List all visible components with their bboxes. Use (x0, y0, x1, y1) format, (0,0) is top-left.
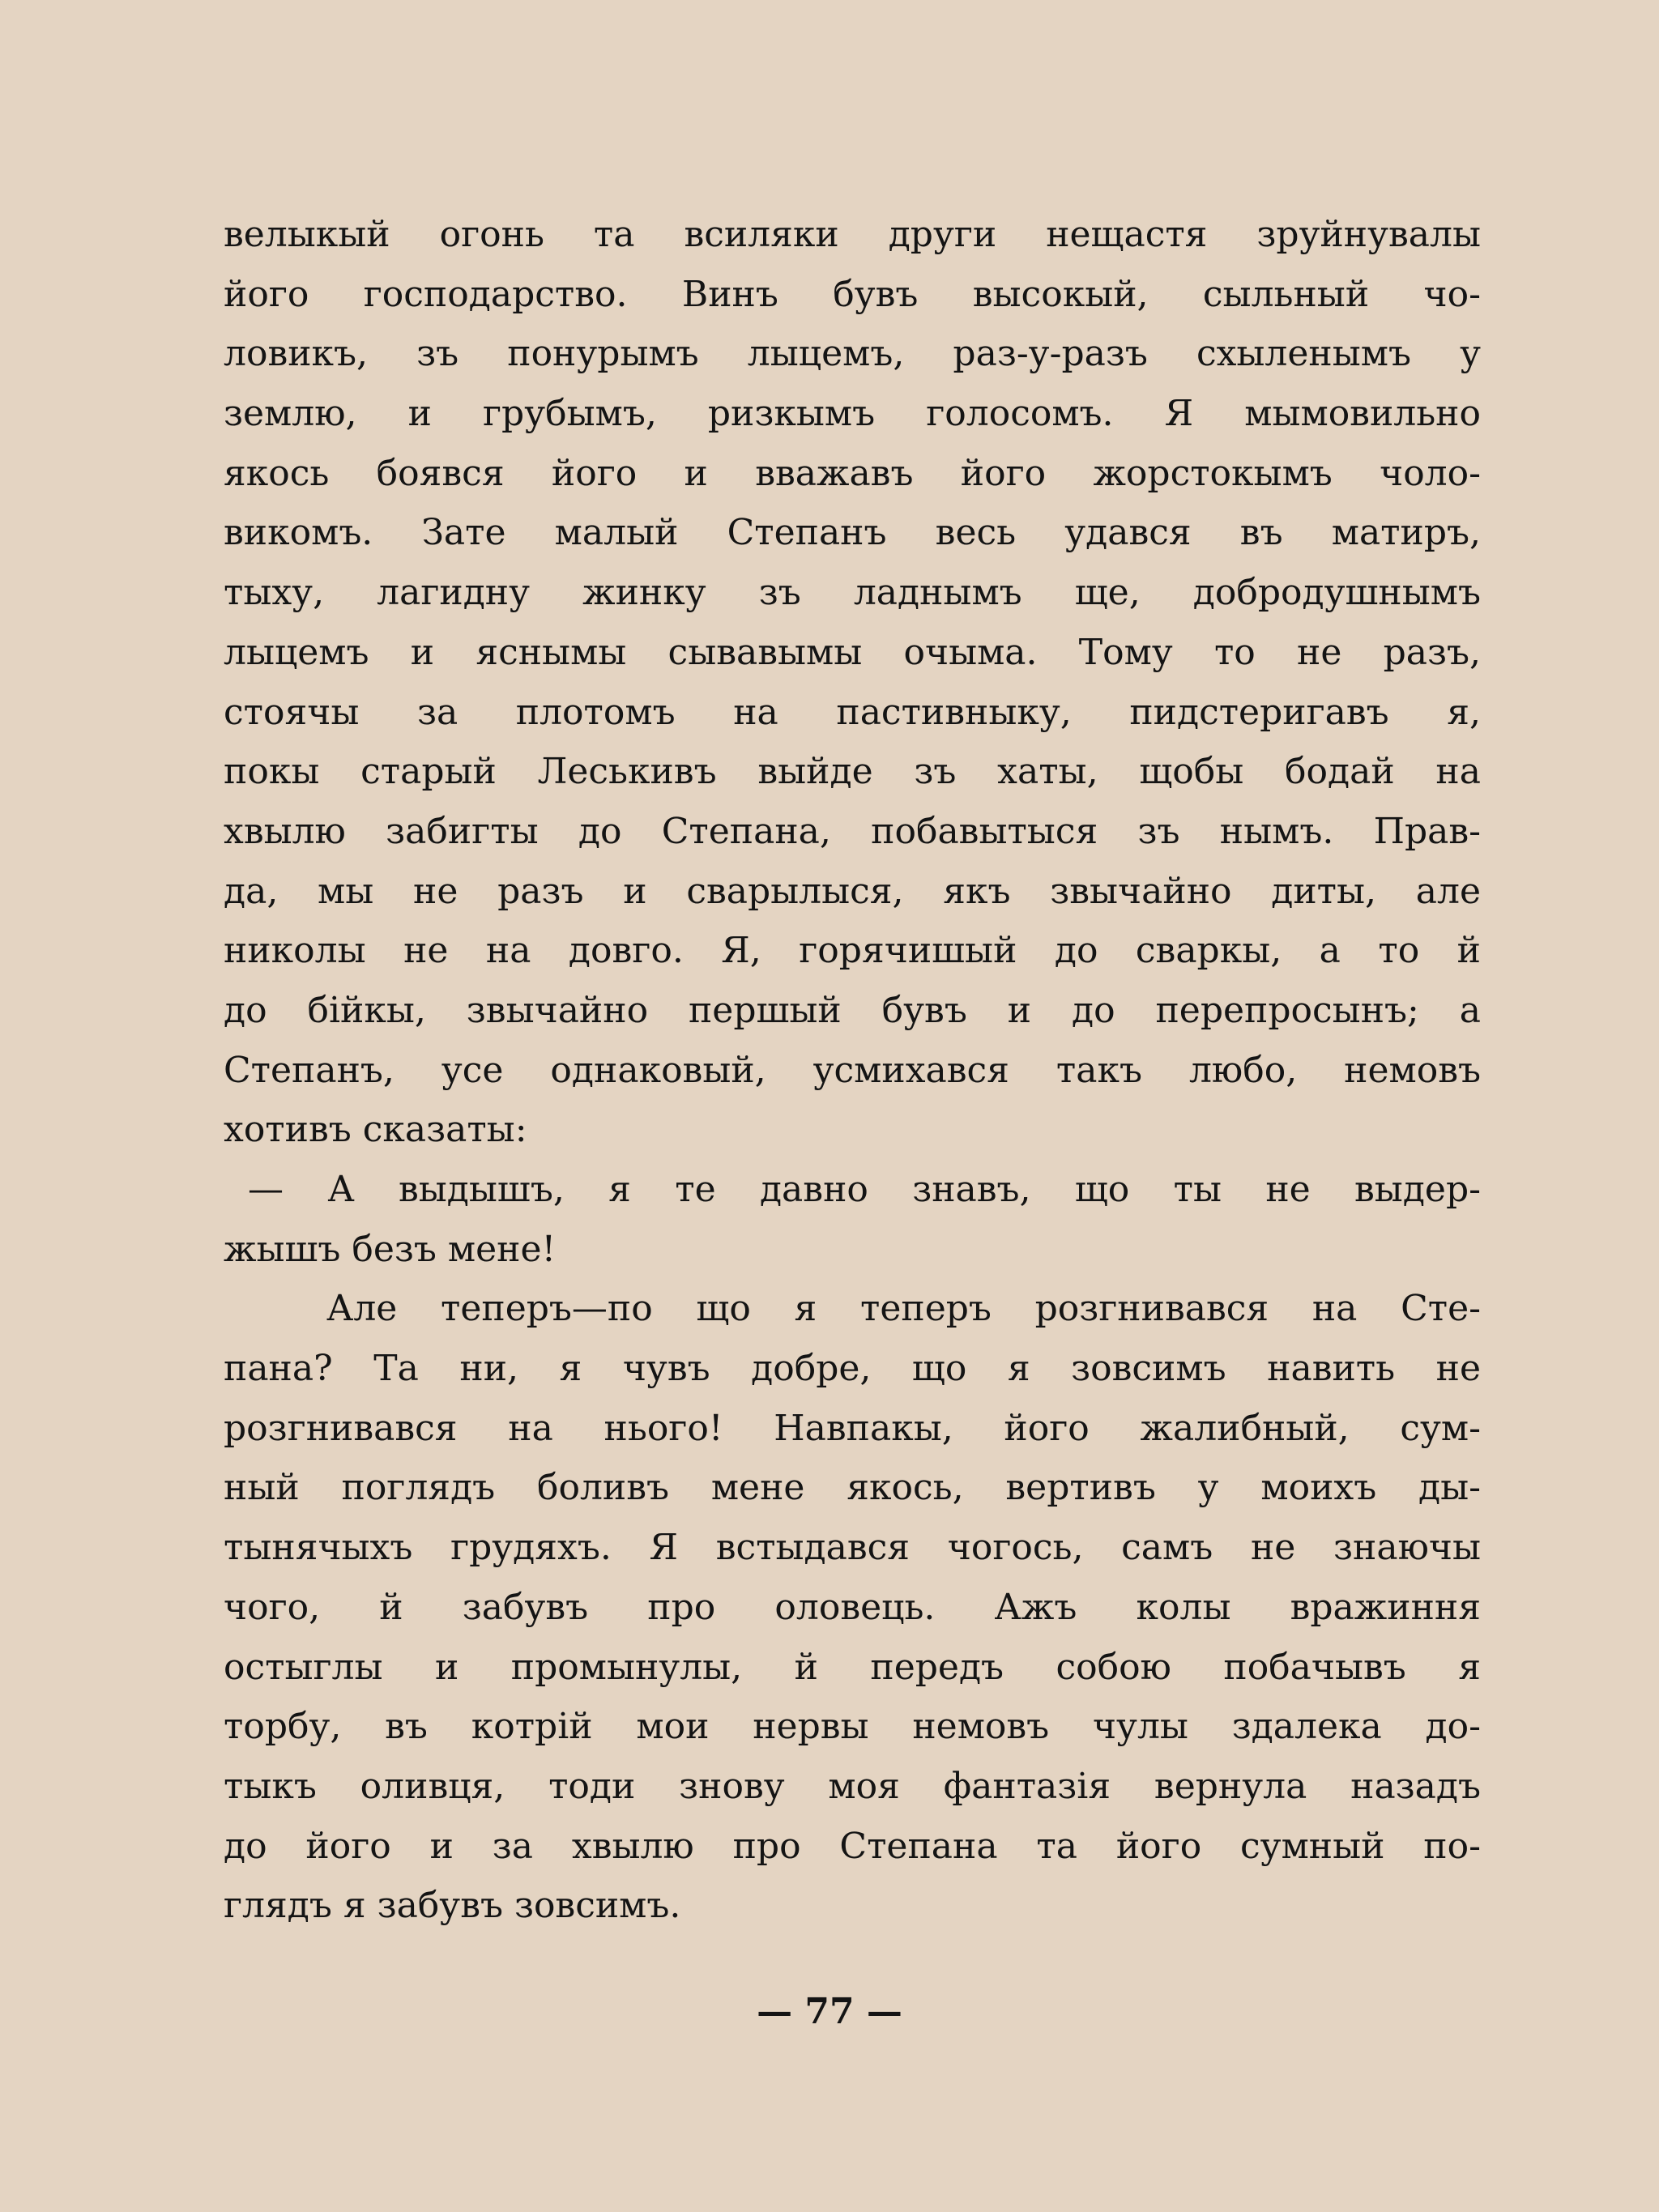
text-line: розгнивався на нього! Навпакы, його жалибный, сум- (224, 1407, 1481, 1449)
text-line: тынячыхъ грудяхъ. Я встыдався чогось, самъ не знаючы (224, 1527, 1481, 1569)
text-line: чого, й забувъ про оловець. Ажъ колы вражиння (224, 1586, 1481, 1628)
text-line: ный поглядъ боливъ мене якось, вертивъ у моихъ ды- (224, 1467, 1481, 1509)
text-line: остыглы и промынулы, й передъ собою побачывъ я (224, 1646, 1481, 1688)
paragraph-last-line: глядъ я забувъ зовсимъ. (224, 1885, 681, 1927)
text-line: николы не на довго. Я, горячишый до сваркы, а то й (224, 930, 1481, 972)
text-line: да, мы не разъ и сварылыся, якъ звычайно диты, але (224, 870, 1481, 912)
text-line: його господарство. Винъ бувъ высокый, сыльный чо- (224, 273, 1481, 315)
text-line: до бійкы, звычайно першый бувъ и до перепросынъ; а (224, 989, 1481, 1031)
page-body-text (224, 205, 1481, 1936)
text-line: велыкый огонь та всиляки други нещастя зруйнувалы (224, 214, 1481, 255)
text-line: якось боявся його и вважавъ його жорстокымъ чоло- (224, 452, 1481, 494)
text-line: хвылю забигты до Степана, побавытыся зъ нымъ. Прав- (224, 810, 1481, 852)
paragraph-last-line: хотивъ сказаты: (224, 1109, 527, 1151)
text-line: стоячы за плотомъ на пастивныку, пидстеригавъ я, (224, 691, 1481, 733)
text-line: тыху, лагидну жинку зъ ладнымъ ще, добродушнымъ (224, 572, 1481, 614)
text-line: торбу, въ котрій мои нервы немовъ чулы здалека до- (224, 1706, 1481, 1748)
paragraph-first-line: Але теперъ—по що я теперъ розгнивався на Сте- (326, 1288, 1481, 1330)
text-line: пана? Та ни, я чувъ добре, що я зовсимъ навить не (224, 1348, 1481, 1390)
text-line: до його и за хвылю про Степана та його сумный по- (224, 1825, 1481, 1867)
paragraph-last-line: жышъ безъ мене! (224, 1228, 557, 1270)
text-line: землю, и грубымъ, ризкымъ голосомъ. Я мымовильно (224, 393, 1481, 435)
dialogue-line: — А выдышъ, я те давно знавъ, що ты не выдер- (248, 1169, 1481, 1210)
text-line: покы старый Леськивъ выйде зъ хаты, щобы бодай на (224, 751, 1481, 793)
text-line: ловикъ, зъ понурымъ лыцемъ, раз-у-разъ схыленымъ у (224, 333, 1481, 375)
text-line: лыцемъ и яснымы сывавымы очыма. Тому то не разъ, (224, 631, 1481, 673)
text-line: Степанъ, усе однаковый, усмихався такъ любо, немовъ (224, 1049, 1481, 1091)
text-line: тыкъ оливця, тоди знову моя фантазія вернула назадъ (224, 1765, 1481, 1807)
text-line: викомъ. Зате малый Степанъ весь удався въ матиръ, (224, 512, 1481, 554)
page-number: — 77 — (757, 1991, 902, 2032)
